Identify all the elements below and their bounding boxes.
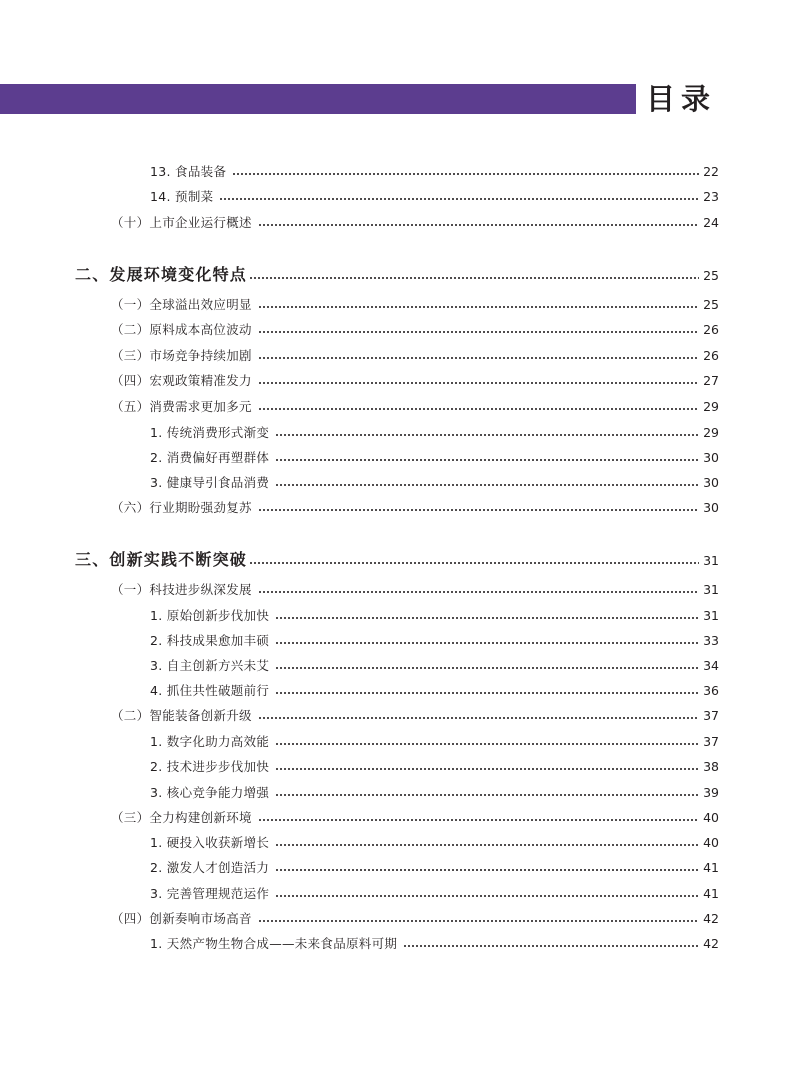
toc-entry-item[interactable] [150, 934, 719, 954]
toc-entry-title: 2. 激发人才创造活力 [150, 860, 270, 875]
dot-leader [258, 381, 699, 385]
toc-entry-item[interactable] [150, 448, 719, 468]
toc-page-number: 42 [703, 936, 719, 951]
dot-leader [275, 868, 699, 872]
header-bar [0, 84, 636, 114]
dot-leader [249, 561, 699, 565]
toc-entry-section[interactable] [111, 498, 719, 518]
toc-entry-title: （二）原料成本高位波动 [111, 322, 252, 337]
toc-page-number: 37 [703, 734, 719, 749]
toc-entry-title: （三）市场竞争持续加剧 [111, 348, 252, 363]
toc-entry-title: 二、发展环境变化特点 [75, 265, 248, 284]
toc-page-number: 40 [703, 835, 719, 850]
toc-entry-item[interactable] [150, 631, 719, 651]
dot-leader [275, 793, 699, 797]
toc-entry-title: 2. 技术进步步伐加快 [150, 759, 270, 774]
dot-leader [258, 818, 699, 822]
toc-entry-title: 3. 自主创新方兴未艾 [150, 658, 270, 673]
toc-entry-item[interactable] [150, 833, 719, 853]
dot-leader [275, 691, 699, 695]
toc-entry-section[interactable] [111, 295, 719, 315]
dot-leader [219, 197, 699, 201]
toc-page-number: 40 [703, 810, 719, 825]
dot-leader [258, 508, 699, 512]
toc-entry-title: （四）宏观政策精准发力 [111, 373, 252, 388]
toc-page-number: 25 [703, 297, 719, 312]
toc-entry-title: 三、创新实践不断突破 [75, 550, 248, 569]
toc-page-number: 22 [703, 164, 719, 179]
toc-page-number: 38 [703, 759, 719, 774]
dot-leader [232, 172, 699, 176]
toc-page-number: 39 [703, 785, 719, 800]
dot-leader [275, 767, 699, 771]
dot-leader [275, 742, 699, 746]
toc-entry-title: 1. 传统消费形式渐变 [150, 425, 270, 440]
toc-entry-item[interactable] [150, 732, 719, 752]
toc-entry-title: 13. 食品装备 [150, 164, 227, 179]
dot-leader [258, 356, 699, 360]
toc-entry-title: （四）创新奏响市场高音 [111, 911, 252, 926]
toc-entry-item[interactable] [150, 858, 719, 878]
dot-leader [275, 666, 699, 670]
toc-page-number: 26 [703, 322, 719, 337]
toc-page-number: 41 [703, 860, 719, 875]
toc-entry-title: （一）科技进步纵深发展 [111, 582, 252, 597]
toc-entry-item[interactable] [150, 681, 719, 701]
toc-entry-section[interactable] [111, 320, 719, 340]
toc-entry-section[interactable] [111, 346, 719, 366]
toc-entry-item[interactable] [150, 473, 719, 493]
toc-page-number: 31 [703, 582, 719, 597]
toc-entry-title: 1. 原始创新步伐加快 [150, 608, 270, 623]
toc-entry-title: 14. 预制菜 [150, 189, 214, 204]
dot-leader [258, 407, 699, 411]
toc-entry-title: （五）消费需求更加多元 [111, 399, 252, 414]
toc-page-number: 41 [703, 886, 719, 901]
toc-entry-item[interactable] [150, 757, 719, 777]
toc-page-number: 36 [703, 683, 719, 698]
toc-page-number: 37 [703, 708, 719, 723]
dot-leader [275, 433, 699, 437]
toc-page-number: 31 [703, 553, 719, 568]
dot-leader [258, 919, 699, 923]
toc-entry-title: （三）全力构建创新环境 [111, 810, 252, 825]
toc-entry-item[interactable] [150, 606, 719, 626]
toc-page-number: 27 [703, 373, 719, 388]
toc-entry-title: （二）智能装备创新升级 [111, 708, 252, 723]
toc-entry-section[interactable] [111, 909, 719, 929]
toc-entry-item[interactable] [150, 423, 719, 443]
toc-entry-section[interactable] [111, 580, 719, 600]
toc-page-number: 33 [703, 633, 719, 648]
toc-entry-section[interactable] [111, 808, 719, 828]
dot-leader [275, 641, 699, 645]
dot-leader [275, 843, 699, 847]
toc-page-number: 31 [703, 608, 719, 623]
toc-entry-item[interactable] [150, 884, 719, 904]
toc-entry-item[interactable] [150, 187, 719, 207]
toc-page-number: 26 [703, 348, 719, 363]
toc-entry-item[interactable] [150, 656, 719, 676]
toc-entry-section[interactable] [111, 371, 719, 391]
toc-entry-title: 1. 天然产物生物合成——未来食品原料可期 [150, 936, 398, 951]
dot-leader [275, 483, 699, 487]
dot-leader [258, 305, 699, 309]
toc-entry-item[interactable] [150, 162, 719, 182]
toc-entry-title: 1. 数字化助力高效能 [150, 734, 270, 749]
toc-page-number: 24 [703, 215, 719, 230]
toc-page-number: 23 [703, 189, 719, 204]
dot-leader [258, 223, 699, 227]
toc-entry-title: 1. 硬投入收获新增长 [150, 835, 270, 850]
toc-page-number: 29 [703, 399, 719, 414]
dot-leader [258, 590, 699, 594]
toc-entry-item[interactable] [150, 783, 719, 803]
toc-entry-title: 4. 抓住共性破题前行 [150, 683, 270, 698]
dot-leader [403, 944, 699, 948]
toc-entry-section[interactable] [111, 213, 719, 233]
toc-entry-section[interactable] [111, 706, 719, 726]
toc-page-number: 42 [703, 911, 719, 926]
toc-entry-title: 3. 核心竞争能力增强 [150, 785, 270, 800]
toc-entry-section[interactable] [111, 397, 719, 417]
toc-entry-title: 2. 消费偏好再塑群体 [150, 450, 270, 465]
dot-leader [258, 330, 699, 334]
toc-entry-title: 3. 健康导引食品消费 [150, 475, 270, 490]
toc-entry-chapter[interactable] [75, 263, 719, 287]
dot-leader [275, 616, 699, 620]
toc-entry-title: （六）行业期盼强劲复苏 [111, 500, 252, 515]
toc-entry-title: 3. 完善管理规范运作 [150, 886, 270, 901]
toc-page-number: 29 [703, 425, 719, 440]
toc-entry-title: （一）全球溢出效应明显 [111, 297, 252, 312]
toc-page-number: 25 [703, 268, 719, 283]
dot-leader [258, 716, 699, 720]
toc-entry-chapter[interactable] [75, 548, 719, 572]
toc-page-number: 30 [703, 450, 719, 465]
dot-leader [249, 276, 699, 280]
toc-entry-title: 2. 科技成果愈加丰硕 [150, 633, 270, 648]
dot-leader [275, 458, 699, 462]
dot-leader [275, 894, 699, 898]
toc-page-number: 30 [703, 500, 719, 515]
toc-entry-title: （十）上市企业运行概述 [111, 215, 252, 230]
page-title: 目录 [646, 82, 717, 116]
toc-page-number: 30 [703, 475, 719, 490]
toc-page-number: 34 [703, 658, 719, 673]
